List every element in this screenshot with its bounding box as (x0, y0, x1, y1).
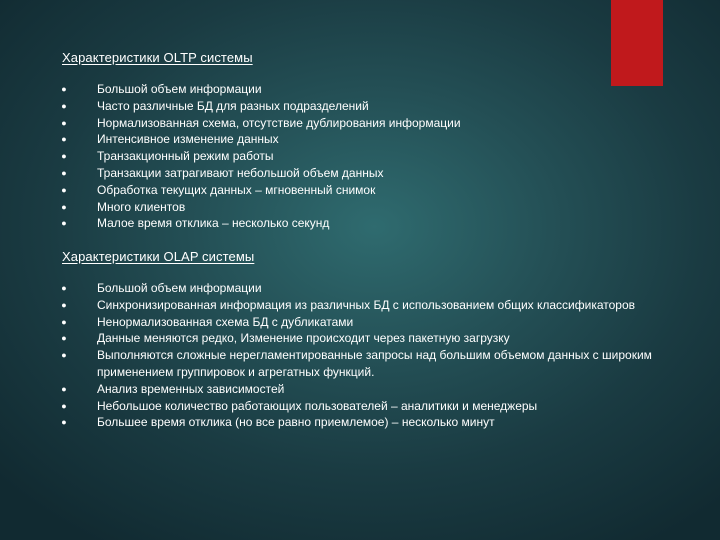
olap-item-text: Большой объем информации (97, 281, 262, 295)
oltp-item-text: Нормализованная схема, отсутствие дублирования информации (97, 115, 461, 130)
olap-item-text: Данные меняются редко, Изменение происходит через пакетную загрузку (97, 331, 510, 346)
olap-list-item (60, 347, 690, 381)
oltp-item-text: Малое время отклика – несколько секунд (97, 216, 330, 231)
olap-list-item (60, 280, 690, 297)
oltp-item-text: Транзакции затрагивают небольшой объем данных (97, 165, 384, 180)
olap-item-text: Ненормализованная схема БД с дубликатами (97, 314, 354, 329)
oltp-list-item (60, 165, 620, 182)
olap-item-text: Выполняются сложные нерегламентированные запросы над большим объемом данных с широким применением группировок и агрегатных функций. (97, 348, 652, 379)
bullet-icon: ● (61, 134, 67, 145)
bullet-icon: ● (61, 299, 67, 310)
oltp-item-text: Транзакционный режим работы (97, 149, 274, 164)
oltp-item-text: Много клиентов (97, 199, 186, 214)
oltp-list-item (60, 182, 620, 199)
bullet-icon: ● (61, 151, 67, 162)
bullet-icon: ● (61, 84, 67, 94)
bullet-icon: ● (61, 218, 67, 229)
bullet-icon: ● (61, 350, 67, 361)
oltp-list-item (60, 98, 620, 115)
bullet-icon: ● (61, 383, 67, 394)
oltp-item-text: Большой объем информации (97, 82, 262, 96)
olap-item-text: Большее время отклика (но все равно приемлемое) – несколько минут (97, 415, 495, 430)
olap-list-item (60, 414, 690, 431)
bullet-icon: ● (61, 283, 67, 293)
olap-list-item (60, 314, 690, 331)
olap-section-title: Характеристики OLAP системы (62, 249, 255, 264)
accent-bar (611, 0, 663, 86)
bullet-icon: ● (61, 400, 67, 411)
olap-list-item (60, 381, 690, 398)
oltp-list-item (60, 131, 620, 148)
oltp-item-text: Интенсивное изменение данных (97, 132, 279, 147)
oltp-section-title: Характеристики OLTP системы (62, 50, 253, 65)
bullet-icon: ● (61, 333, 67, 344)
olap-item-text: Синхронизированная информация из различных БД с использованием общих классификаторов (97, 297, 636, 312)
bullet-icon: ● (61, 117, 67, 128)
oltp-list-item (60, 199, 620, 216)
olap-list-item (60, 398, 690, 415)
oltp-item-text: Обработка текущих данных – мгновенный снимок (97, 182, 376, 197)
olap-item-text: Анализ временных зависимостей (97, 381, 285, 396)
bullet-icon: ● (61, 184, 67, 195)
bullet-icon: ● (61, 201, 67, 212)
oltp-list (60, 81, 620, 232)
oltp-list-item (60, 81, 620, 98)
olap-list-item (60, 330, 690, 347)
bullet-icon: ● (61, 316, 67, 327)
olap-list (60, 280, 690, 431)
olap-item-text: Небольшое количество работающих пользователей – аналитики и менеджеры (97, 398, 538, 413)
oltp-list-item (60, 215, 620, 232)
oltp-list-item (60, 148, 620, 165)
bullet-icon: ● (61, 167, 67, 178)
olap-list-item (60, 297, 690, 314)
bullet-icon: ● (61, 100, 67, 111)
oltp-list-item (60, 115, 620, 132)
oltp-item-text: Часто различные БД для разных подразделений (97, 98, 369, 113)
bullet-icon: ● (61, 417, 67, 428)
